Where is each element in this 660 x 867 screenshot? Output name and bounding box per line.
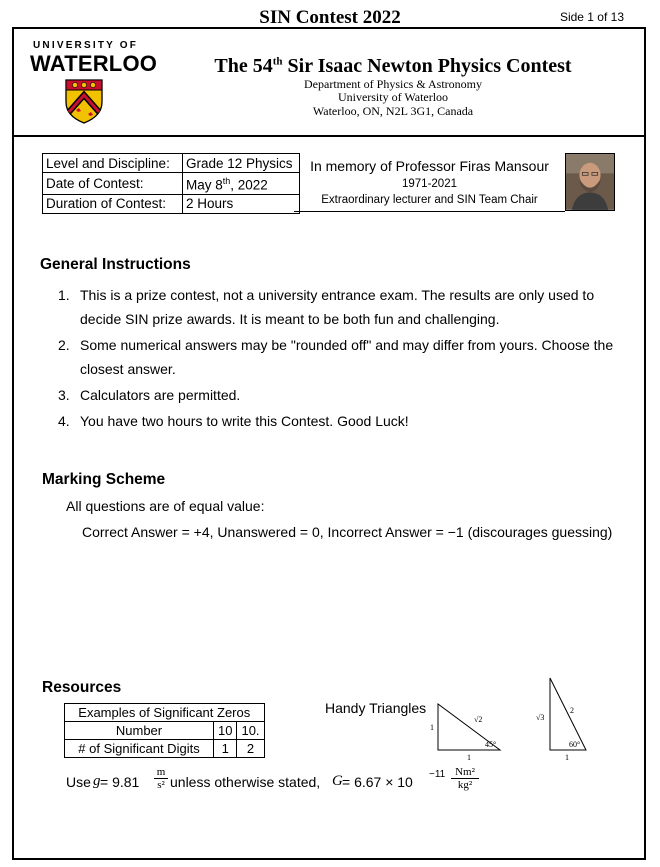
list-item: 1. This is a prize contest, not a university entrance exam. The results are only used to decide SIN prize awards. It is meant to be both fun and challenging.	[58, 287, 595, 327]
logo-university-of: UNIVERSITY OF	[33, 40, 139, 51]
triangle-60-diagram	[533, 676, 589, 762]
crest-icon	[64, 78, 104, 124]
address: Waterloo, ON, N2L 3G1, Canada	[312, 104, 474, 118]
handy-triangles-label: Handy Triangles	[325, 700, 427, 716]
sig-number-a: 10	[214, 722, 237, 740]
duration-value: 2 Hours	[183, 194, 300, 213]
G-symbol: G	[332, 773, 343, 789]
sig-number-b: 10.	[237, 722, 264, 740]
marking-values: Correct Answer = +4, Unanswered = 0, Incorrect Answer = −1 (discourages guessing)	[82, 524, 613, 540]
g-symbol: g	[93, 773, 101, 789]
g-units: m s²	[154, 766, 168, 791]
duration-label: Duration of Contest:	[43, 194, 183, 213]
table-row	[65, 740, 265, 758]
tri2-angle-label: 60°	[569, 740, 581, 749]
significant-zeros-table	[64, 703, 265, 758]
level-label: Level and Discipline:	[43, 154, 183, 173]
marking-scheme-heading: Marking Scheme	[42, 471, 166, 488]
tri1-left-label: 1	[430, 723, 434, 732]
sig-digits-label: # of Significant Digits	[65, 740, 214, 758]
tri1-bottom-label: 1	[467, 753, 471, 762]
table-row	[43, 154, 300, 173]
page-header-title: SIN Contest 2022	[259, 7, 401, 28]
sig-digits-a: 1	[214, 740, 237, 758]
tri2-bottom-label: 1	[565, 753, 569, 762]
G-units: Nm² kg²	[451, 766, 479, 791]
memorial-years: 1971-2021	[402, 178, 457, 190]
general-instructions-heading: General Instructions	[40, 256, 191, 273]
portrait-photo	[565, 153, 615, 211]
logo-waterloo: WATERLOO	[30, 51, 158, 76]
marking-intro: All questions are of equal value:	[66, 498, 265, 514]
sig-table-title: Examples of Significant Zeros	[65, 704, 265, 722]
resources-heading: Resources	[42, 679, 122, 696]
instructions-list	[58, 283, 623, 435]
use-word: Use	[66, 774, 91, 790]
list-item: 4. You have two hours to write this Contest. Good Luck!	[58, 413, 409, 429]
contest-title: The 54th Sir Isaac Newton Physics Contest	[214, 55, 572, 77]
sig-number-label: Number	[65, 722, 214, 740]
page-number: Side 1 of 13	[559, 10, 624, 24]
department: Department of Physics & Astronomy	[304, 77, 482, 91]
university-name: University of Waterloo	[337, 90, 449, 104]
g-value: = 9.81	[100, 774, 140, 790]
list-item: 3. Calculators are permitted.	[58, 387, 241, 403]
level-value: Grade 12 Physics	[183, 154, 300, 173]
header-divider	[14, 135, 644, 137]
list-item: 2. Some numerical answers may be "rounded off" and may differ from yours. Choose the closest answer.	[58, 337, 614, 377]
memorial-block	[294, 153, 565, 212]
memorial-line: In memory of Professor Firas Mansour	[310, 158, 549, 174]
g-note: unless otherwise stated,	[170, 774, 321, 790]
tri2-left-label: √3	[536, 713, 545, 722]
table-row	[65, 704, 265, 722]
table-row	[65, 722, 265, 740]
tri1-angle-label: 45°	[485, 740, 497, 749]
memorial-tribute: Extraordinary lecturer and SIN Team Chair	[321, 194, 538, 206]
tri2-hyp-label: 2	[570, 706, 574, 715]
tri1-hyp-label: √2	[474, 715, 483, 724]
sig-digits-b: 2	[237, 740, 264, 758]
constants-line	[66, 766, 506, 800]
contest-info-table	[42, 153, 300, 214]
triangle-45-diagram	[428, 700, 508, 762]
table-row	[43, 173, 300, 195]
G-value: = 6.67 × 10	[342, 774, 413, 790]
G-exponent: −11	[429, 769, 446, 780]
table-row	[43, 194, 300, 213]
date-label: Date of Contest:	[43, 173, 183, 195]
date-value: May 8th, 2022	[183, 173, 300, 195]
